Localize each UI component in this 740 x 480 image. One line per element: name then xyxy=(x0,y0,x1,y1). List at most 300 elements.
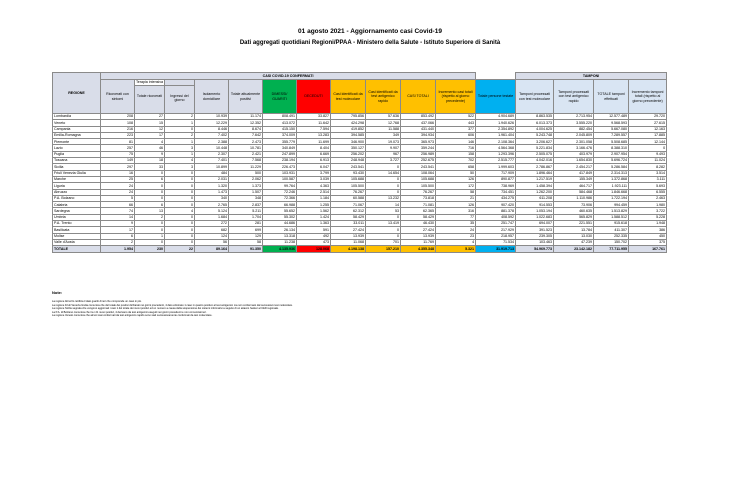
cell-ti-ingressi: 0 xyxy=(165,233,195,239)
cell-ti-ingressi: 4 xyxy=(165,158,195,164)
cell-ti-totale: 0 xyxy=(135,221,165,227)
cell-incremento: 172 xyxy=(436,183,476,189)
cell-casi-totali: 27.424 xyxy=(401,227,436,233)
cell-isolamento: 10.448 xyxy=(195,145,229,151)
cell-deceduti: 11.699 xyxy=(297,139,331,145)
cell-tamponi-totale: 5.696.724 xyxy=(594,158,629,164)
cell-casi-totali: 394.934 xyxy=(401,132,436,138)
cell-deceduti: 6.669 xyxy=(297,151,331,157)
group-confermati: CASI COVID-19 CONFERMATI xyxy=(101,73,476,80)
total-regione: TOTALE xyxy=(53,246,101,252)
cell-ti-ingressi: 1 xyxy=(165,151,195,157)
cell-isolamento: 8.446 xyxy=(195,126,229,132)
cell-isolamento: 272 xyxy=(195,221,229,227)
cell-persone-testate: 890.877 xyxy=(476,176,516,182)
header-test-molecolare: Casi identificati da test molecolare xyxy=(331,80,366,114)
cell-tamponi-incremento: 11.024 xyxy=(629,158,667,164)
cell-isolamento: 2.388 xyxy=(195,139,229,145)
cell-persone-testate: 734.451 xyxy=(476,189,516,195)
cell-persone-testate: 738.969 xyxy=(476,183,516,189)
cell-positivi: 1.507 xyxy=(229,189,263,195)
cell-test-antigenico: 0 xyxy=(366,176,401,182)
cell-dimessi: 55.652 xyxy=(263,208,297,214)
cell-tamponi-molecolare: 6.013.373 xyxy=(516,120,554,126)
cell-tamponi-incremento: 29.720 xyxy=(629,114,667,120)
cell-positivi: 1.373 xyxy=(229,183,263,189)
cell-ricoverati: 75 xyxy=(101,151,135,157)
group-tamponi: TAMPONI xyxy=(516,73,667,80)
cell-casi-totali: 58.429 xyxy=(401,214,436,220)
total-isolamento: 89.164 xyxy=(195,246,229,252)
cell-tamponi-molecolare: 2.505.075 xyxy=(516,151,554,157)
cell-positivi: 348 xyxy=(229,195,263,201)
cell-dimessi: 340.849 xyxy=(263,145,297,151)
cell-persone-testate: 71.534 xyxy=(476,239,516,245)
cell-persone-testate: 408.592 xyxy=(476,214,516,220)
cell-casi-totali: 365.973 xyxy=(401,139,436,145)
cell-casi-totali: 71.081 xyxy=(401,202,436,208)
cell-regione: P.A. Trento xyxy=(53,221,101,227)
cell-casi-totali: 256.989 xyxy=(401,151,436,157)
cell-tamponi-totale: 1.372.868 xyxy=(594,176,629,182)
cell-incremento: 21 xyxy=(436,195,476,201)
cell-tamponi-antigenico: 13.784 xyxy=(554,227,594,233)
cell-positivi: 2.421 xyxy=(229,151,263,157)
cell-isolamento: 12.229 xyxy=(195,120,229,126)
cell-tamponi-molecolare: 611.208 xyxy=(516,195,554,201)
cell-ti-totale: 2 xyxy=(135,214,165,220)
cell-regione: Abruzzo xyxy=(53,189,101,195)
cell-positivi: 12.352 xyxy=(229,120,263,126)
cell-persone-testate: 4.904.689 xyxy=(476,114,516,120)
cell-tamponi-molecolare: 694.007 xyxy=(516,221,554,227)
cell-isolamento: 2.031 xyxy=(195,176,229,182)
cell-positivi: 129 xyxy=(229,233,263,239)
cell-dimessi: 44.686 xyxy=(263,221,297,227)
cell-tamponi-molecolare: 1.022.683 xyxy=(516,214,554,220)
cell-deceduti: 3.039 xyxy=(297,176,331,182)
cell-ricoverati: 17 xyxy=(101,227,135,233)
cell-test-molecolare: 419.852 xyxy=(331,126,366,132)
cell-persone-testate: 2.108.364 xyxy=(476,139,516,145)
cell-test-antigenico: 11.588 xyxy=(366,126,401,132)
total-ti-totale: 230 xyxy=(135,246,165,252)
cell-dimessi: 66.988 xyxy=(263,202,297,208)
cell-persone-testate: 881.378 xyxy=(476,208,516,214)
cell-tamponi-antigenico: 2.713.954 xyxy=(554,114,594,120)
total-persone-testate: 31.919.713 xyxy=(476,246,516,252)
cell-positivi: 11.174 xyxy=(229,114,263,120)
cell-ti-ingressi: 0 xyxy=(165,214,195,220)
cell-ricoverati: 223 xyxy=(101,132,135,138)
cell-test-molecolare: 58.429 xyxy=(331,214,366,220)
cell-ricoverati: 257 xyxy=(101,145,135,151)
cell-tamponi-antigenico: 403.979 xyxy=(554,151,594,157)
total-deceduti: 128.068 xyxy=(297,246,331,252)
cell-tamponi-totale: 9.568.593 xyxy=(594,120,629,126)
cell-test-molecolare: 71.067 xyxy=(331,202,366,208)
cell-incremento: 606 xyxy=(436,132,476,138)
header-positivi: Totale attualmente positivi xyxy=(229,80,263,114)
cell-ti-ingressi: 4 xyxy=(165,208,195,214)
notes-list xyxy=(52,300,552,318)
cell-tamponi-molecolare: 103.463 xyxy=(516,239,554,245)
header-tamponi-incremento: Incremento tamponi totali (rispetto al giorno precedente) xyxy=(629,80,667,114)
cell-dimessi: 103.931 xyxy=(263,170,297,176)
cell-isolamento: 10.939 xyxy=(195,114,229,120)
cell-tamponi-molecolare: 1.896.464 xyxy=(516,170,554,176)
cell-test-antigenico: 0 xyxy=(366,214,401,220)
cell-persone-testate: 717.909 xyxy=(476,170,516,176)
cell-test-molecolare: 424.298 xyxy=(331,120,366,126)
cell-dimessi: 415.150 xyxy=(263,126,297,132)
cell-tamponi-molecolare: 5.243.748 xyxy=(516,132,554,138)
cell-tamponi-totale: 1.722.194 xyxy=(594,195,629,201)
header-regione: REGIONE xyxy=(53,73,101,114)
cell-isolamento: 5.124 xyxy=(195,208,229,214)
cell-isolamento: 10.899 xyxy=(195,164,229,170)
cell-persone-testate: 251.747 xyxy=(476,221,516,227)
cell-ricoverati: 297 xyxy=(101,164,135,170)
cell-positivi: 7.642 xyxy=(229,132,263,138)
note-line: La P.A. di Bolzano comunica che tra i 21 nuovi positivi, 4 derivano da test antigenici eseguiti nei giorni precedenti e non comunicati ieri. xyxy=(52,310,207,314)
cell-deceduti: 4.363 xyxy=(297,183,331,189)
cell-positivi: 2.473 xyxy=(229,139,263,145)
cell-tamponi-antigenico: 13.030 xyxy=(554,233,594,239)
cell-tamponi-antigenico: 3.555.220 xyxy=(554,120,594,126)
cell-ti-ingressi: 0 xyxy=(165,202,195,208)
cell-incremento: 443 xyxy=(436,120,476,126)
cell-regione: Emilia-Romagna xyxy=(53,132,101,138)
header-tamponi-totale: TOTALE tamponi effettuati xyxy=(594,80,629,114)
cell-regione: Umbria xyxy=(53,214,101,220)
cell-test-antigenico: 53 xyxy=(366,208,401,214)
cell-regione: Basilicata xyxy=(53,227,101,233)
cell-tamponi-incremento: 450 xyxy=(629,233,667,239)
cell-ricoverati: 16 xyxy=(101,170,135,176)
cell-ricoverati: 208 xyxy=(101,114,135,120)
cell-casi-totali: 105.688 xyxy=(401,176,436,182)
cell-persone-testate: 218.957 xyxy=(476,233,516,239)
cell-tamponi-incremento: 12.163 xyxy=(629,126,667,132)
cell-ti-totale: 0 xyxy=(135,227,165,233)
cell-regione: Veneto xyxy=(53,120,101,126)
cell-ricoverati: 24 xyxy=(101,189,135,195)
cell-ti-ingressi: 0 xyxy=(165,183,195,189)
cell-casi-totali: 243.541 xyxy=(401,164,436,170)
cell-incremento: 146 xyxy=(436,139,476,145)
cell-test-molecolare: 346.900 xyxy=(331,139,366,145)
cell-tamponi-antigenico: 882.454 xyxy=(554,126,594,132)
cell-test-antigenico: 9.907 xyxy=(366,145,401,151)
total-incremento: 5.321 xyxy=(436,246,476,252)
cell-ti-totale: 13 xyxy=(135,208,165,214)
cell-tamponi-totale: 5.667.080 xyxy=(594,126,629,132)
cell-tamponi-incremento: 27.615 xyxy=(629,120,667,126)
total-tamponi-incremento: 167.761 xyxy=(629,246,667,252)
cell-ricoverati: 216 xyxy=(101,126,135,132)
cell-ricoverati: 74 xyxy=(101,208,135,214)
cell-deceduti: 33.827 xyxy=(297,114,331,120)
cell-tamponi-incremento: 12.144 xyxy=(629,139,667,145)
cell-positivi: 2.837 xyxy=(229,202,263,208)
cell-tamponi-totale: 252.335 xyxy=(594,233,629,239)
cell-deceduti: 2.514 xyxy=(297,189,331,195)
cell-positivi: 5.211 xyxy=(229,208,263,214)
cell-persone-testate: 907.420 xyxy=(476,202,516,208)
cell-isolamento: 56 xyxy=(195,239,229,245)
cell-positivi: 11.229 xyxy=(229,164,263,170)
note-line: La regione Friuli Venezia Giulia comunica che del totale dei positivi dichiarati nei giorni precedenti, 4 dato eliminato 1 caso in quanto positivo al test antigenico ma non confermato dal successivo test molecolare. xyxy=(52,303,293,307)
cell-persone-testate: 434.275 xyxy=(476,195,516,201)
cell-incremento: 158 xyxy=(436,151,476,157)
cell-regione: Molise xyxy=(53,233,101,239)
cell-ti-totale: 17 xyxy=(135,132,165,138)
cell-deceduti: 11.642 xyxy=(297,120,331,126)
page-subtitle: Dati aggregati quotidiani Regioni/PPAA - Ministero della Salute - Istituto Superiore di Sanità xyxy=(239,40,501,46)
cell-test-antigenico: 0 xyxy=(366,233,401,239)
cell-persone-testate: 217.929 xyxy=(476,227,516,233)
cell-isolamento: 1.320 xyxy=(195,183,229,189)
cell-tamponi-totale: 915.618 xyxy=(594,221,629,227)
cell-tamponi-totale: 7.289.557 xyxy=(594,132,629,138)
cell-casi-totali: 108.064 xyxy=(401,170,436,176)
cell-ti-ingressi: 1 xyxy=(165,139,195,145)
total-ti-ingressi: 22 xyxy=(165,246,195,252)
cell-isolamento: 7.402 xyxy=(195,132,229,138)
cell-tamponi-incremento: 9.493 xyxy=(629,151,667,157)
cell-ti-totale: 6 xyxy=(135,176,165,182)
header-tamponi-molecolare: Tamponi processati con test molecolare xyxy=(516,80,554,114)
cell-incremento: 716 xyxy=(436,145,476,151)
cell-regione: Marche xyxy=(53,176,101,182)
cell-casi-totali: 11.769 xyxy=(401,239,436,245)
header-persone-testate: Totale persone testate xyxy=(476,80,516,114)
cell-ti-ingressi: 3 xyxy=(165,145,195,151)
cell-tamponi-molecolare: 239.305 xyxy=(516,233,554,239)
note-line: La regione Veneto comunica che alcuni casi confermati da test antigenico rapido sono stati successivamente confermati da test molecolare. xyxy=(52,314,213,318)
cell-tamponi-incremento: 5.693 xyxy=(629,183,667,189)
cell-dimessi: 238.194 xyxy=(263,158,297,164)
cell-regione: Lombardia xyxy=(53,114,101,120)
cell-deceduti: 7.594 xyxy=(297,126,331,132)
cell-positivi: 1.704 xyxy=(229,214,263,220)
cell-regione: Toscana xyxy=(53,158,101,164)
cell-dimessi: 374.009 xyxy=(263,132,297,138)
cell-ti-totale: 4 xyxy=(135,139,165,145)
cell-tamponi-incremento: 17.885 xyxy=(629,132,667,138)
cell-incremento: 35 xyxy=(436,221,476,227)
cell-incremento: 77 xyxy=(436,214,476,220)
cell-ti-totale: 0 xyxy=(135,189,165,195)
cell-ti-totale: 27 xyxy=(135,114,165,120)
cell-incremento: 50 xyxy=(436,170,476,176)
cell-test-molecolare: 11.068 xyxy=(331,239,366,245)
cell-regione: P.A. Bolzano xyxy=(53,195,101,201)
cell-isolamento: 1.473 xyxy=(195,189,229,195)
cell-positivi: 699 xyxy=(229,227,263,233)
cell-regione: Friuli Venezia Giulia xyxy=(53,170,101,176)
cell-dimessi: 355.779 xyxy=(263,139,297,145)
note-line: La regione Sicilia segnala che vengono aggiornati i casi 1 del totale dei nuovi positivi ed un numero a causa della sospensione dei sistemi informativi a seguito di un attacco hacker al CED regionale. xyxy=(52,307,279,311)
cell-tamponi-incremento: 3.722 xyxy=(629,208,667,214)
cell-tamponi-antigenico: 73.906 xyxy=(554,202,594,208)
cell-test-molecolare: 13.939 xyxy=(331,233,366,239)
cell-test-molecolare: 256.202 xyxy=(331,151,366,157)
cell-tamponi-totale: 5.508.685 xyxy=(594,139,629,145)
cell-test-antigenico: 0 xyxy=(366,164,401,170)
cell-tamponi-incremento: 5.228 xyxy=(629,214,667,220)
cell-tamponi-antigenico: 460.635 xyxy=(554,208,594,214)
note-line: La regione Abruzzo rettifica il dato guariti di ieri che comprende un caso in più. xyxy=(52,300,142,303)
cell-test-molecolare: 243.541 xyxy=(331,164,366,170)
cell-ricoverati: 14 xyxy=(101,214,135,220)
cell-incremento: 658 xyxy=(436,164,476,170)
cell-ti-ingressi: 1 xyxy=(165,120,195,126)
cell-tamponi-antigenico: 565.829 xyxy=(554,214,594,220)
cell-casi-totali: 853.492 xyxy=(401,114,436,120)
cell-test-molecolare: 795.856 xyxy=(331,114,366,120)
total-positivi: 91.350 xyxy=(229,246,263,252)
cell-regione: Sardegna xyxy=(53,208,101,214)
cell-test-molecolare: 76.267 xyxy=(331,189,366,195)
cell-tamponi-molecolare: 5.221.834 xyxy=(516,145,554,151)
cell-tamponi-molecolare: 4.042.016 xyxy=(516,158,554,164)
header-deceduti: DECEDUTI xyxy=(297,80,331,114)
cell-ti-totale: 15 xyxy=(135,120,165,126)
cell-tamponi-antigenico: 2.454.217 xyxy=(554,164,594,170)
cell-tamponi-incremento: 0 xyxy=(629,145,667,151)
cell-tamponi-totale: 1.513.829 xyxy=(594,208,629,214)
header-isolamento: Isolamento domiciliare xyxy=(195,80,229,114)
cell-persone-testate: 2.515.777 xyxy=(476,158,516,164)
total-test-molecolare: 4.198.138 xyxy=(331,246,366,252)
cell-test-molecolare: 62.312 xyxy=(331,208,366,214)
cell-ti-ingressi: 0 xyxy=(165,221,195,227)
cell-test-antigenico: 0 xyxy=(366,227,401,233)
cell-casi-totali: 252.675 xyxy=(401,158,436,164)
cell-incremento: 126 xyxy=(436,176,476,182)
cell-positivi: 8.674 xyxy=(229,126,263,132)
cell-ricoverati: 5 xyxy=(101,195,135,201)
cell-tamponi-molecolare: 1.217.519 xyxy=(516,176,554,182)
cell-incremento: 23 xyxy=(436,233,476,239)
cell-tamponi-antigenico: 2.045.809 xyxy=(554,132,594,138)
cell-ti-totale: 1 xyxy=(135,233,165,239)
cell-ricoverati: 149 xyxy=(101,158,135,164)
cell-ricoverati: 81 xyxy=(101,139,135,145)
total-ricoverati: 1.954 xyxy=(101,246,135,252)
cell-test-antigenico: 0 xyxy=(366,183,401,189)
cell-tamponi-incremento: 3.514 xyxy=(629,170,667,176)
cell-regione: Calabria xyxy=(53,202,101,208)
cell-tamponi-totale: 2.314.313 xyxy=(594,170,629,176)
cell-tamponi-molecolare: 2.786.867 xyxy=(516,164,554,170)
cell-dimessi: 808.491 xyxy=(263,114,297,120)
cell-ti-totale: 0 xyxy=(135,183,165,189)
cell-ti-ingressi: 0 xyxy=(165,239,195,245)
cell-positivi: 281 xyxy=(229,221,263,227)
cell-incremento: 58 xyxy=(436,189,476,195)
cell-incremento: 24 xyxy=(436,227,476,233)
group-terapia: Terapia intensiva xyxy=(136,80,163,84)
cell-dimessi: 247.899 xyxy=(263,151,297,157)
cell-positivi: 10.781 xyxy=(229,145,263,151)
header-dimessi: DIMESSI/ GUARITI xyxy=(263,80,297,114)
table-body xyxy=(53,114,667,253)
cell-tamponi-antigenico: 464.717 xyxy=(554,183,594,189)
cell-persone-testate: 4.564.368 xyxy=(476,145,516,151)
cell-tamponi-totale: 1.588.512 xyxy=(594,214,629,220)
cell-regione: Campania xyxy=(53,126,101,132)
cell-ti-totale: 46 xyxy=(135,145,165,151)
cell-deceduti: 492 xyxy=(297,233,331,239)
cell-ti-ingressi: 3 xyxy=(165,164,195,170)
cell-deceduti: 1.184 xyxy=(297,195,331,201)
cell-incremento: 377 xyxy=(436,126,476,132)
cell-tamponi-antigenico: 1.654.830 xyxy=(554,158,594,164)
cell-tamponi-incremento: 2.463 xyxy=(629,195,667,201)
cell-ti-totale: 0 xyxy=(135,195,165,201)
cell-regione: Puglia xyxy=(53,151,101,157)
cell-tamponi-molecolare: 4.004.625 xyxy=(516,126,554,132)
cell-isolamento: 682 xyxy=(195,227,229,233)
total-tamponi-molecolare: 54.969.773 xyxy=(516,246,554,252)
page-title: 01 agosto 2021 - Aggiornamento casi Covid-19 xyxy=(298,28,442,35)
cell-ti-ingressi: 0 xyxy=(165,126,195,132)
cell-tamponi-molecolare: 391.523 xyxy=(516,227,554,233)
cell-test-molecolare: 33.011 xyxy=(331,221,366,227)
cell-test-molecolare: 248.948 xyxy=(331,158,366,164)
cell-casi-totali: 437.066 xyxy=(401,120,436,126)
cell-casi-totali: 76.267 xyxy=(401,189,436,195)
cell-ricoverati: 66 xyxy=(101,202,135,208)
cell-ricoverati: 108 xyxy=(101,120,135,126)
cell-tamponi-molecolare: 8.863.535 xyxy=(516,114,554,120)
cell-ti-ingressi: 0 xyxy=(165,189,195,195)
total-tamponi-antigenico: 23.142.182 xyxy=(554,246,594,252)
header-tamponi-antigenico: Tamponi processati con test antigenico rapido xyxy=(554,80,594,114)
cell-ti-ingressi: 0 xyxy=(165,176,195,182)
cell-test-molecolare: 105.688 xyxy=(331,176,366,182)
cell-tamponi-incremento: 386 xyxy=(629,227,667,233)
cell-tamponi-antigenico: 2.301.058 xyxy=(554,139,594,145)
cell-dimessi: 413.072 xyxy=(263,120,297,126)
cell-test-antigenico: 3.727 xyxy=(366,158,401,164)
cell-incremento: 522 xyxy=(436,114,476,120)
cell-deceduti: 1.424 xyxy=(297,214,331,220)
cell-tamponi-totale: 994.459 xyxy=(594,202,629,208)
cell-test-molecolare: 27.424 xyxy=(331,227,366,233)
cell-ti-totale: 0 xyxy=(135,170,165,176)
cell-tamponi-incremento: 6.555 xyxy=(629,189,667,195)
cell-tamponi-antigenico: 1.110.986 xyxy=(554,195,594,201)
cell-deceduti: 1.255 xyxy=(297,202,331,208)
notes-title: Note: xyxy=(52,290,63,295)
cell-incremento: 702 xyxy=(436,158,476,164)
cell-ricoverati: 24 xyxy=(101,183,135,189)
cell-tamponi-molecolare: 1.458.394 xyxy=(516,183,554,189)
cell-test-antigenico: 19.073 xyxy=(366,139,401,145)
cell-deceduti: 473 xyxy=(297,239,331,245)
cell-positivi: 7.568 xyxy=(229,158,263,164)
cell-regione: Piemonte xyxy=(53,139,101,145)
cell-test-molecolare: 350.127 xyxy=(331,145,366,151)
cell-isolamento: 1.684 xyxy=(195,214,229,220)
cell-isolamento: 484 xyxy=(195,170,229,176)
cell-incremento: 126 xyxy=(436,202,476,208)
cell-positivi: 500 xyxy=(229,170,263,176)
